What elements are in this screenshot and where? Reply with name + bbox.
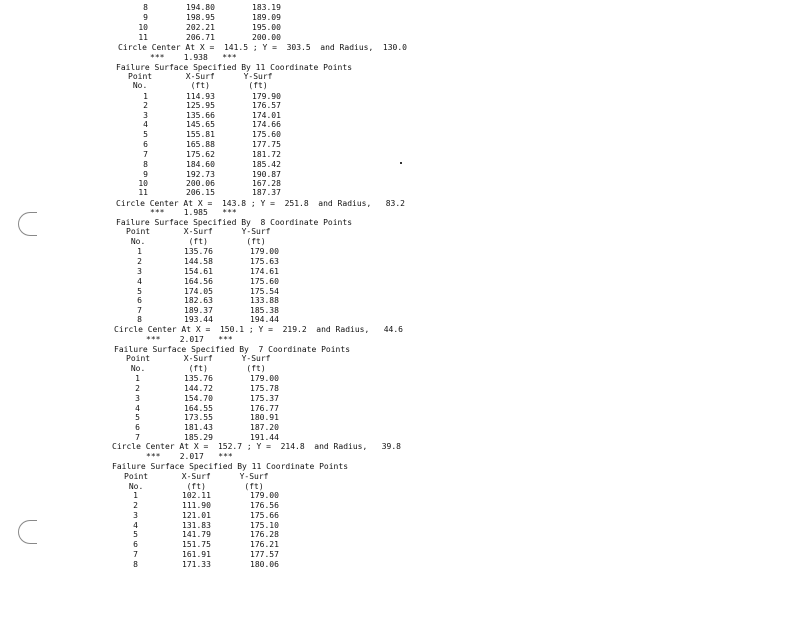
point-no: 9 — [143, 13, 148, 22]
y-surf: 189.09 — [252, 13, 281, 22]
y-surf: 179.00 — [250, 374, 279, 383]
x-surf: 193.44 — [184, 315, 213, 324]
column-header: Point X-Surf Y-Surf — [128, 72, 273, 81]
x-surf: 175.62 — [186, 150, 215, 159]
point-no: 7 — [137, 306, 142, 315]
point-no: 11 — [138, 33, 148, 42]
point-no: 7 — [135, 433, 140, 442]
x-surf: 164.56 — [184, 277, 213, 286]
x-surf: 202.21 — [186, 23, 215, 32]
x-surf: 194.80 — [186, 3, 215, 12]
x-surf: 131.83 — [182, 521, 211, 530]
point-no: 6 — [143, 140, 148, 149]
y-surf: 181.72 — [252, 150, 281, 159]
point-no: 4 — [143, 120, 148, 129]
safety-factor-line: *** 1.985 *** — [150, 208, 237, 217]
failure-surface-line: Failure Surface Specified By 11 Coordinate Points — [116, 63, 353, 72]
x-surf: 198.95 — [186, 13, 215, 22]
x-surf: 161.91 — [182, 550, 211, 559]
y-surf: 185.38 — [250, 306, 279, 315]
y-surf: 177.75 — [252, 140, 281, 149]
point-no: 5 — [143, 130, 148, 139]
point-no: 6 — [135, 423, 140, 432]
point-no: 1 — [143, 92, 148, 101]
x-surf: 141.79 — [182, 530, 211, 539]
failure-surface-line: Failure Surface Specified By 11 Coordinate Points — [112, 462, 349, 471]
point-no: 4 — [135, 404, 140, 413]
point-no: 10 — [138, 23, 148, 32]
y-surf: 191.44 — [250, 433, 279, 442]
x-surf: 164.55 — [184, 404, 213, 413]
x-surf: 174.05 — [184, 287, 213, 296]
x-surf: 154.61 — [184, 267, 213, 276]
point-no: 6 — [137, 296, 142, 305]
punch-hole-mark — [18, 212, 37, 236]
column-header: Point X-Surf Y-Surf — [126, 354, 271, 363]
x-surf: 144.72 — [184, 384, 213, 393]
y-surf: 175.37 — [250, 394, 279, 403]
x-surf: 111.90 — [182, 501, 211, 510]
safety-factor-line: *** 2.017 *** — [146, 335, 233, 344]
point-no: 2 — [137, 257, 142, 266]
point-no: 5 — [133, 530, 138, 539]
point-no: 3 — [135, 394, 140, 403]
x-surf: 185.29 — [184, 433, 213, 442]
y-surf: 195.00 — [252, 23, 281, 32]
y-surf: 176.77 — [250, 404, 279, 413]
scan-speck — [400, 162, 402, 164]
y-surf: 180.91 — [250, 413, 279, 422]
y-surf: 174.66 — [252, 120, 281, 129]
x-surf: 165.88 — [186, 140, 215, 149]
point-no: 5 — [137, 287, 142, 296]
x-surf: 206.71 — [186, 33, 215, 42]
y-surf: 133.88 — [250, 296, 279, 305]
column-units: No. (ft) (ft) — [128, 81, 268, 90]
x-surf: 155.81 — [186, 130, 215, 139]
x-surf: 192.73 — [186, 170, 215, 179]
y-surf: 185.42 — [252, 160, 281, 169]
punch-hole-mark — [18, 520, 37, 544]
y-surf: 179.00 — [250, 247, 279, 256]
point-no: 6 — [133, 540, 138, 549]
point-no: 1 — [133, 491, 138, 500]
circle-center-line: Circle Center At X = 152.7 ; Y = 214.8 and Radius, 39.8 — [112, 442, 401, 451]
y-surf: 176.21 — [250, 540, 279, 549]
y-surf: 176.56 — [250, 501, 279, 510]
circle-center-line: Circle Center At X = 143.8 ; Y = 251.8 and Radius, 83.2 — [116, 199, 405, 208]
y-surf: 180.06 — [250, 560, 279, 569]
point-no: 1 — [137, 247, 142, 256]
x-surf: 173.55 — [184, 413, 213, 422]
y-surf: 175.63 — [250, 257, 279, 266]
y-surf: 175.78 — [250, 384, 279, 393]
point-no: 3 — [143, 111, 148, 120]
y-surf: 174.61 — [250, 267, 279, 276]
point-no: 4 — [133, 521, 138, 530]
point-no: 10 — [138, 179, 148, 188]
point-no: 7 — [143, 150, 148, 159]
y-surf: 194.44 — [250, 315, 279, 324]
column-units: No. (ft) (ft) — [124, 482, 264, 491]
y-surf: 190.87 — [252, 170, 281, 179]
point-no: 11 — [138, 188, 148, 197]
y-surf: 200.00 — [252, 33, 281, 42]
point-no: 7 — [133, 550, 138, 559]
x-surf: 121.01 — [182, 511, 211, 520]
failure-surface-line: Failure Surface Specified By 7 Coordinate Points — [114, 345, 351, 354]
circle-center-line: Circle Center At X = 150.1 ; Y = 219.2 and Radius, 44.6 — [114, 325, 403, 334]
point-no: 5 — [135, 413, 140, 422]
safety-factor-line: *** 2.017 *** — [146, 452, 233, 461]
x-surf: 189.37 — [184, 306, 213, 315]
column-header: Point X-Surf Y-Surf — [126, 227, 271, 236]
point-no: 8 — [143, 3, 148, 12]
circle-center-line: Circle Center At X = 141.5 ; Y = 303.5 and Radius, 130.0 — [118, 43, 407, 52]
x-surf: 182.63 — [184, 296, 213, 305]
y-surf: 187.37 — [252, 188, 281, 197]
y-surf: 177.57 — [250, 550, 279, 559]
column-header: Point X-Surf Y-Surf — [124, 472, 269, 481]
point-no: 9 — [143, 170, 148, 179]
y-surf: 175.66 — [250, 511, 279, 520]
x-surf: 206.15 — [186, 188, 215, 197]
column-units: No. (ft) (ft) — [126, 237, 266, 246]
point-no: 8 — [133, 560, 138, 569]
point-no: 4 — [137, 277, 142, 286]
y-surf: 183.19 — [252, 3, 281, 12]
x-surf: 102.11 — [182, 491, 211, 500]
x-surf: 135.76 — [184, 374, 213, 383]
point-no: 2 — [133, 501, 138, 510]
x-surf: 145.65 — [186, 120, 215, 129]
y-surf: 167.28 — [252, 179, 281, 188]
x-surf: 181.43 — [184, 423, 213, 432]
x-surf: 200.06 — [186, 179, 215, 188]
y-surf: 187.20 — [250, 423, 279, 432]
y-surf: 179.00 — [250, 491, 279, 500]
point-no: 3 — [137, 267, 142, 276]
y-surf: 176.57 — [252, 101, 281, 110]
x-surf: 184.60 — [186, 160, 215, 169]
failure-surface-line: Failure Surface Specified By 8 Coordinate Points — [116, 218, 353, 227]
x-surf: 135.66 — [186, 111, 215, 120]
y-surf: 174.01 — [252, 111, 281, 120]
y-surf: 175.54 — [250, 287, 279, 296]
x-surf: 154.70 — [184, 394, 213, 403]
y-surf: 179.90 — [252, 92, 281, 101]
y-surf: 175.60 — [250, 277, 279, 286]
column-units: No. (ft) (ft) — [126, 364, 266, 373]
x-surf: 151.75 — [182, 540, 211, 549]
x-surf: 114.93 — [186, 92, 215, 101]
x-surf: 135.76 — [184, 247, 213, 256]
x-surf: 144.58 — [184, 257, 213, 266]
y-surf: 175.60 — [252, 130, 281, 139]
point-no: 1 — [135, 374, 140, 383]
point-no: 8 — [137, 315, 142, 324]
point-no: 2 — [143, 101, 148, 110]
point-no: 3 — [133, 511, 138, 520]
x-surf: 125.95 — [186, 101, 215, 110]
y-surf: 176.28 — [250, 530, 279, 539]
safety-factor-line: *** 1.938 *** — [150, 53, 237, 62]
x-surf: 171.33 — [182, 560, 211, 569]
point-no: 2 — [135, 384, 140, 393]
y-surf: 175.10 — [250, 521, 279, 530]
point-no: 8 — [143, 160, 148, 169]
